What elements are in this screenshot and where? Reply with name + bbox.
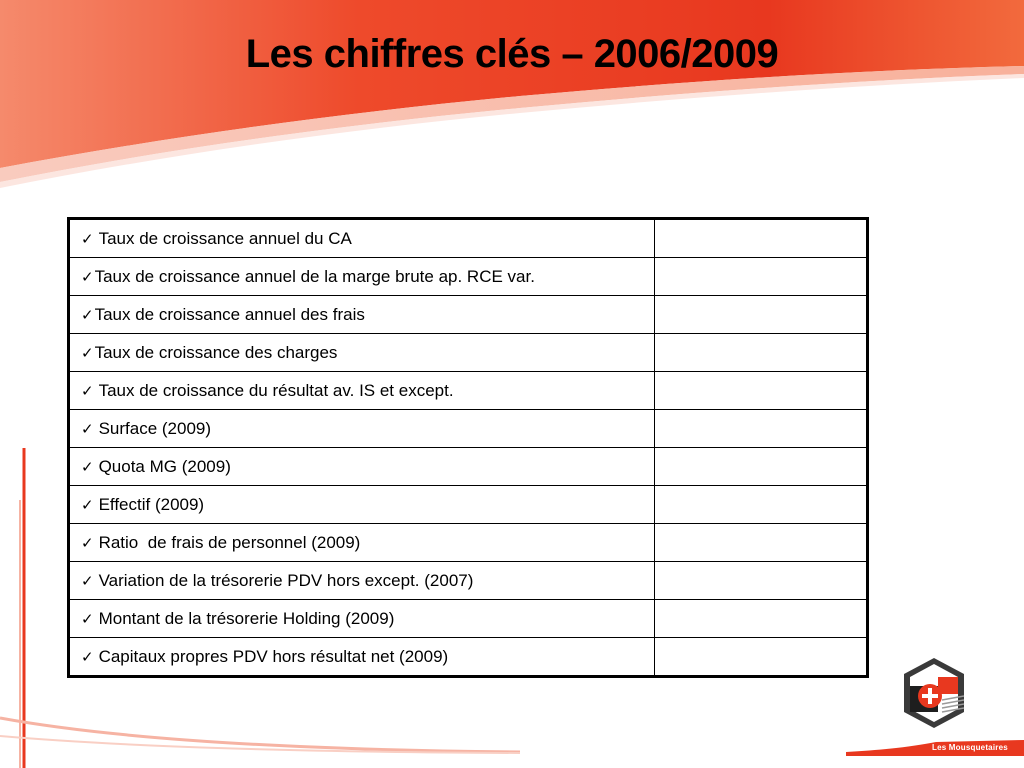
row-value-cell	[655, 410, 868, 448]
row-label-cell	[69, 638, 655, 677]
table-row	[69, 334, 868, 372]
row-label: Variation de la trésorerie PDV hors except. (2007)	[98, 570, 474, 590]
row-value-cell	[655, 219, 868, 258]
row-label-cell	[69, 334, 655, 372]
row-label-cell	[69, 296, 655, 334]
check-icon: ✓	[81, 382, 94, 400]
row-value-cell	[655, 638, 868, 677]
table-row	[69, 372, 868, 410]
row-label-cell	[69, 258, 655, 296]
row-label: Capitaux propres PDV hors résultat net (2009)	[98, 646, 449, 666]
footer-brand: Les Mousquetaires	[932, 743, 1008, 752]
row-label: Taux de croissance des charges	[94, 342, 338, 362]
row-label: Ratio de frais de personnel (2009)	[98, 532, 361, 552]
row-label-cell	[69, 524, 655, 562]
check-icon: ✓	[81, 230, 94, 248]
row-label: Taux de croissance annuel de la marge brute ap. RCE var.	[94, 266, 535, 286]
check-icon: ✓	[81, 344, 94, 362]
row-value-cell	[655, 372, 868, 410]
table-row	[69, 410, 868, 448]
row-label-cell	[69, 486, 655, 524]
check-icon: ✓	[81, 610, 94, 628]
row-value-cell	[655, 448, 868, 486]
row-value-cell	[655, 486, 868, 524]
table-row	[69, 258, 868, 296]
row-label-cell	[69, 448, 655, 486]
row-value-cell	[655, 524, 868, 562]
check-icon: ✓	[81, 496, 94, 514]
row-label: Surface (2009)	[98, 418, 212, 438]
row-label: Taux de croissance du résultat av. IS et except.	[98, 380, 454, 400]
check-icon: ✓	[81, 458, 94, 476]
row-label: Taux de croissance annuel du CA	[98, 228, 352, 248]
check-icon: ✓	[81, 648, 94, 666]
row-label: Quota MG (2009)	[98, 456, 231, 476]
row-label: Montant de la trésorerie Holding (2009)	[98, 608, 395, 628]
table-row	[69, 562, 868, 600]
table-row	[69, 600, 868, 638]
table-row	[69, 524, 868, 562]
row-value-cell	[655, 334, 868, 372]
check-icon: ✓	[81, 420, 94, 438]
row-label: Taux de croissance annuel des frais	[94, 304, 365, 324]
check-icon: ✓	[81, 268, 94, 286]
row-label-cell	[69, 372, 655, 410]
row-label-cell	[69, 219, 655, 258]
table-row	[69, 486, 868, 524]
les-mousquetaires-logo-icon	[898, 656, 970, 736]
row-label-cell	[69, 562, 655, 600]
check-icon: ✓	[81, 572, 94, 590]
table-row	[69, 448, 868, 486]
row-label-cell	[69, 410, 655, 448]
row-value-cell	[655, 562, 868, 600]
row-value-cell	[655, 296, 868, 334]
table-row	[69, 219, 868, 258]
table-row	[69, 638, 868, 677]
row-value-cell	[655, 600, 868, 638]
slide-title: Les chiffres clés – 2006/2009	[245, 32, 779, 76]
table-row	[69, 296, 868, 334]
check-icon: ✓	[81, 306, 94, 324]
row-value-cell	[655, 258, 868, 296]
header-swoosh	[0, 0, 1024, 200]
row-label-cell	[69, 600, 655, 638]
key-figures-table	[67, 217, 869, 678]
row-label: Effectif (2009)	[98, 494, 205, 514]
check-icon: ✓	[81, 534, 94, 552]
